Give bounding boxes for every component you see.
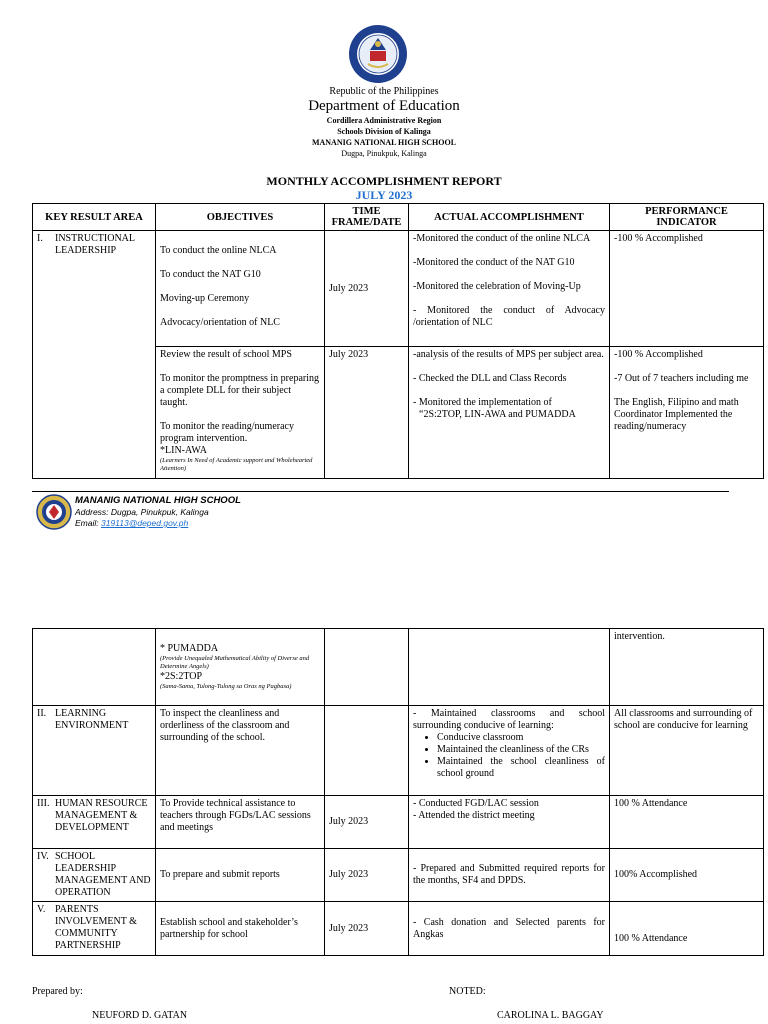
kra-label: SCHOOL LEADERSHIP MANAGEMENT AND OPERATION: [55, 851, 151, 898]
list-item: • Maintained the school cleanliness of school ground: [437, 756, 605, 780]
accomplishment-list: [437, 732, 605, 780]
date-cell: [325, 706, 409, 796]
table-row: [33, 902, 764, 956]
kra-label: INSTRUCTIONAL LEADERSHIP: [55, 233, 135, 256]
indicator-cell: intervention.: [610, 629, 764, 706]
noted-label: NOTED:: [449, 986, 486, 997]
header-kra: KEY RESULT AREA: [33, 204, 156, 231]
indicator: -100 % Accomplished: [614, 349, 703, 360]
objective: Review the result of school MPS: [160, 349, 292, 360]
list-item: • Conducive classroom: [437, 732, 605, 744]
accomplishment: - Attended the district meeting: [413, 810, 535, 821]
header-performance-indicator: PERFORMANCE INDICATOR: [610, 204, 764, 231]
report-month: JULY 2023: [355, 188, 413, 202]
footer-divider: [32, 491, 729, 492]
objectives-cell: [156, 629, 325, 706]
objective: To monitor the promptness in preparing a complete DLL for their subject taught.: [160, 373, 319, 408]
footer-school-name: MANANIG NATIONAL HIGH SCHOOL: [75, 495, 241, 506]
indicator: The English, Filipino and math Coordinator Implemented the reading/numeracy: [614, 397, 739, 432]
objectives-cell: Establish school and stakeholder’s partnership for school: [156, 902, 325, 956]
indicator-cell: 100 % Attendance: [610, 796, 764, 849]
date-cell: July 2023: [325, 231, 409, 347]
kra-label: PARENTS INVOLVEMENT & COMMUNITY PARTNERSHIP: [55, 904, 137, 951]
kra-number: III.: [37, 798, 50, 809]
indicator-cell: 100 % Attendance: [610, 902, 764, 956]
objectives-cell: [156, 347, 325, 479]
accomplishment-table-page-1: [32, 203, 764, 479]
kra-cell: [33, 231, 156, 479]
deped-seal-logo: [348, 24, 408, 84]
objectives-cell: To Provide technical assistance to teachers through FGDs/LAC sessions and meetings: [156, 796, 325, 849]
kra-number: V.: [37, 904, 46, 915]
accomplishment: - Checked the DLL and Class Records: [413, 373, 567, 384]
kra-cell: [33, 629, 156, 706]
footer-email-link[interactable]: 319113@deped.gov.ph: [100, 518, 189, 528]
kra-number: IV.: [37, 851, 49, 862]
date-cell: July 2023: [325, 902, 409, 956]
program-name: * PUMADDA: [160, 643, 219, 654]
accomplishment: -Monitored the celebration of Moving-Up: [413, 281, 581, 292]
accomplishment: - Conducted FGD/LAC session: [413, 798, 539, 809]
objectives-cell: [156, 231, 325, 347]
program-note: (Provide Unequaled Mathematical Ability of Diverse and Determine Angels): [160, 655, 310, 670]
accomplishment: -Monitored the conduct of the NAT G10: [413, 257, 575, 268]
kra-label: HUMAN RESOURCE MANAGEMENT & DEVELOPMENT: [55, 798, 148, 833]
header-department: Department of Education: [308, 98, 460, 114]
accomplishment-cell: - Prepared and Submitted required reports for the months, SF4 and DPDS.: [409, 849, 610, 902]
accomplishment: -Monitored the conduct of the online NLCA: [413, 233, 591, 244]
kra-cell: [33, 849, 156, 902]
accomplishment: - Monitored the implementation of: [413, 397, 552, 408]
kra-number: I.: [37, 233, 43, 244]
header-school: MANANIG NATIONAL HIGH SCHOOL: [311, 138, 457, 147]
indicator-cell: [610, 347, 764, 479]
indicator: -7 Out of 7 teachers including me: [614, 373, 749, 384]
footer-email-label: Email:: [75, 518, 101, 528]
header-republic: Republic of the Philippines: [329, 86, 439, 97]
prepared-by-name: NEUFORD D. GATAN: [92, 1010, 188, 1021]
objectives-cell: To inspect the cleanliness and orderliness of the classroom and surrounding of the school.: [156, 706, 325, 796]
kra-cell: [33, 796, 156, 849]
objective: Moving-up Ceremony: [160, 293, 250, 304]
accomplishment: - Monitored the conduct of Advocacy /orientation of NLC: [413, 305, 605, 328]
date-cell: July 2023: [325, 347, 409, 479]
indicator-cell: -100 % Accomplished: [610, 231, 764, 347]
table-row: [33, 849, 764, 902]
accomplishment-cell: [409, 347, 610, 479]
date-cell: [325, 629, 409, 706]
accomplishment-cell: [409, 706, 610, 796]
school-logo: [36, 494, 72, 530]
accomplishment-continued: “2S:2TOP, LIN-AWA and PUMADDA: [419, 409, 576, 420]
objective: To conduct the NAT G10: [160, 269, 261, 280]
table-header-row: [33, 204, 764, 231]
kra-cell: [33, 706, 156, 796]
header-actual-accomplishment: ACTUAL ACCOMPLISHMENT: [409, 204, 610, 231]
accomplishment-cell: - Cash donation and Selected parents for Angkas: [409, 902, 610, 956]
objective: To monitor the reading/numeracy program intervention.: [160, 421, 294, 444]
program-name: *LIN-AWA: [160, 445, 207, 456]
program-note: (Learners In Need of Academic support and Wholehearted Attention): [160, 457, 313, 472]
header-region: Cordillera Administrative Region: [326, 116, 442, 125]
table-row: [33, 796, 764, 849]
header-time-frame: TIME FRAME/DATE: [325, 204, 409, 231]
indicator-cell: All classrooms and surrounding of school are conducive for learning: [610, 706, 764, 796]
program-name: *2S:2TOP: [160, 671, 203, 682]
report-title: MONTHLY ACCOMPLISHMENT REPORT: [266, 174, 502, 188]
prepared-by-label: Prepared by:: [32, 986, 83, 997]
kra-cell: [33, 902, 156, 956]
accomplishment-cell: [409, 231, 610, 347]
table-row: [33, 629, 764, 706]
footer-address: Address: Dugpa, Pinukpuk, Kalinga: [75, 507, 209, 517]
accomplishment: -analysis of the results of MPS per subject area.: [413, 349, 604, 360]
program-note: (Sama-Sama, Tulong-Tulong sa Oras ng Pagbasa): [160, 683, 292, 690]
indicator-cell: 100% Accomplished: [610, 849, 764, 902]
header-division: Schools Division of Kalinga: [337, 127, 431, 136]
header-address: Dugpa, Pinukpuk, Kalinga: [341, 149, 427, 158]
table-row: [33, 231, 764, 347]
objectives-cell: To prepare and submit reports: [156, 849, 325, 902]
date-cell: July 2023: [325, 849, 409, 902]
footer-email: [75, 518, 188, 528]
accomplishment-table-page-2: [32, 628, 764, 956]
list-item: • Maintained the cleanliness of the CRs: [437, 744, 605, 756]
objective: To conduct the online NLCA: [160, 245, 277, 256]
header-objectives: OBJECTIVES: [156, 204, 325, 231]
date-cell: July 2023: [325, 796, 409, 849]
table-row: [33, 706, 764, 796]
kra-number: II.: [37, 708, 47, 719]
accomplishment-cell: [409, 629, 610, 706]
kra-label: LEARNING ENVIRONMENT: [55, 708, 129, 731]
accomplishment: - Maintained classrooms and school surrounding conducive of learning:: [413, 708, 605, 731]
noted-by-name: CAROLINA L. BAGGAY: [497, 1010, 604, 1021]
accomplishment-cell: [409, 796, 610, 849]
objective: Advocacy/orientation of NLC: [160, 317, 280, 328]
